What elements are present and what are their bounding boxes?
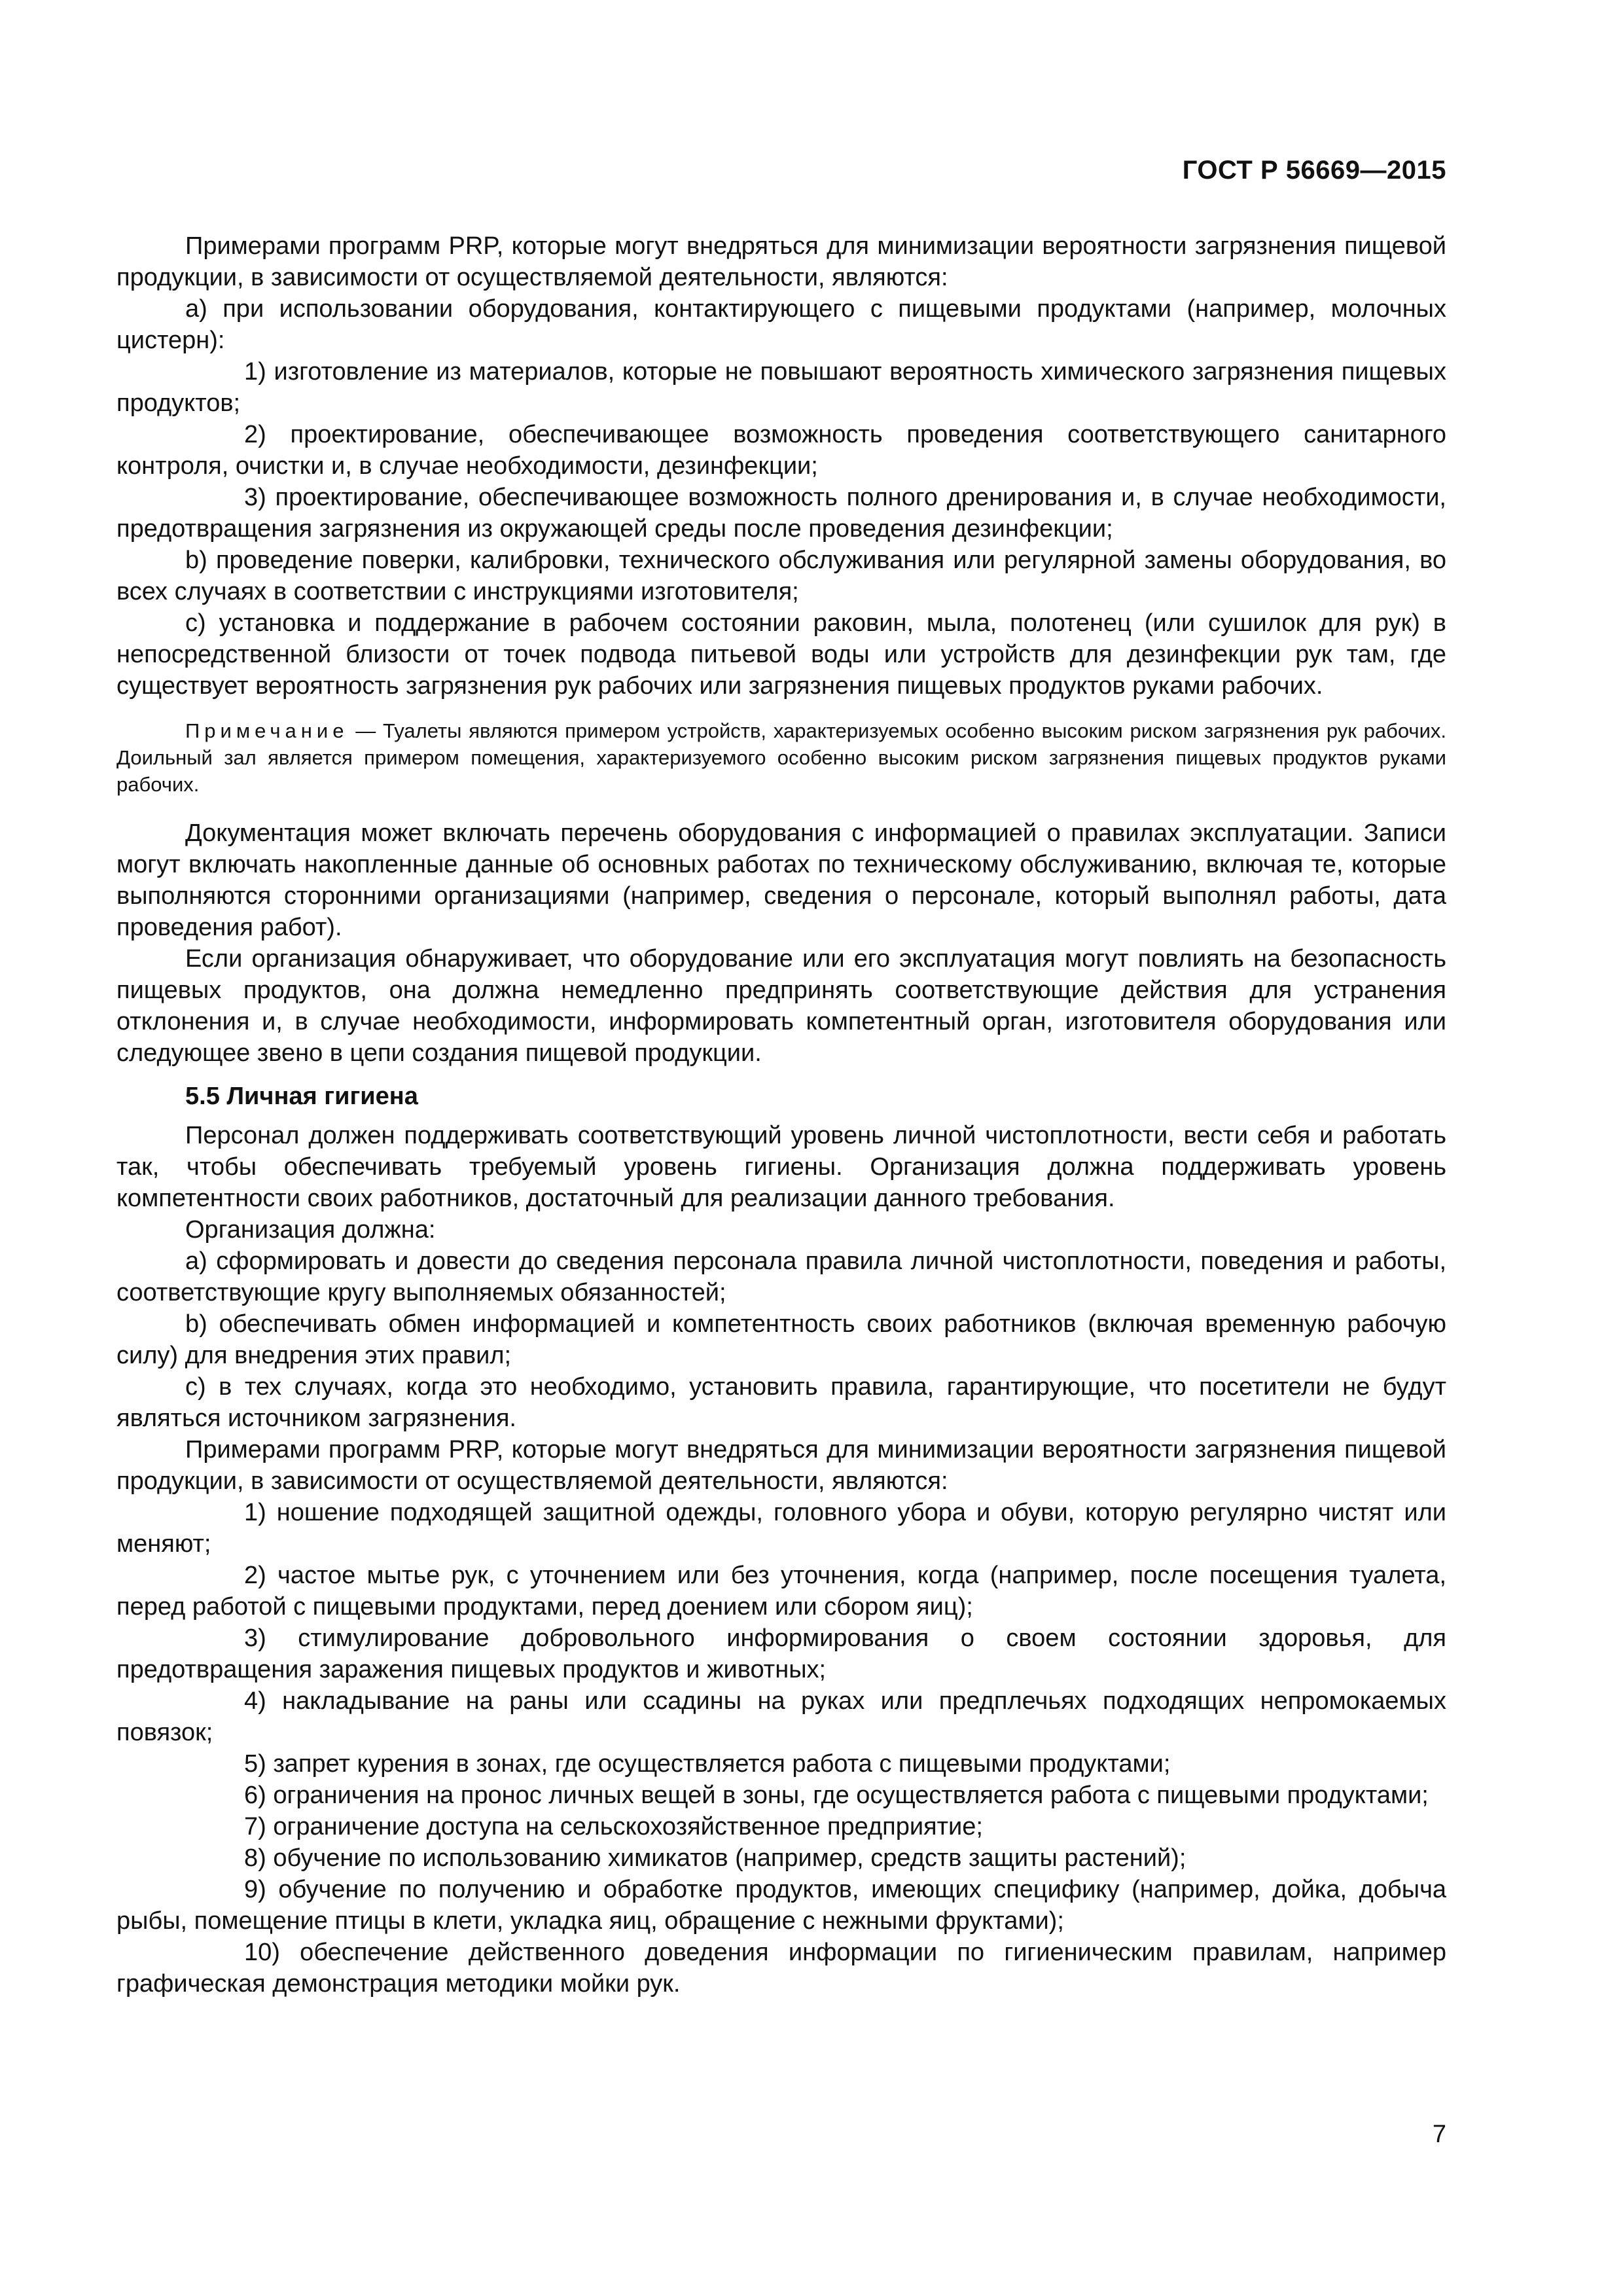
paragraph: Примерами программ PRP, которые могут внедряться для минимизации вероятности загрязнения пищевой продукции, в зависимости от осуществляемой деятельности, являются:: [116, 232, 1446, 291]
list-item: 3) стимулирование добровольного информирования о своем состоянии здоровья, для предотвращения заражения пищевых продуктов и животных;: [116, 1624, 1446, 1683]
document-body: [116, 230, 1446, 2000]
list-item: 1) ношение подходящей защитной одежды, головного убора и обуви, которую регулярно чистят или меняют;: [116, 1499, 1446, 1558]
section-heading: 5.5 Личная гигиена: [185, 1083, 418, 1110]
note-label: Примечание: [185, 719, 349, 742]
list-item: 2) частое мытье рук, с уточнением или без уточнения, когда (например, после посещения туалета, перед работой с пищевыми продуктами, перед доением или сбором яиц);: [116, 1562, 1446, 1621]
page-number: 7: [1432, 2121, 1446, 2148]
note-text: — Туалеты являются примером устройств, характеризуемых особенно высоким риском загрязнения рук рабочих. Доильный зал является примером помещения, характеризуемого особенно высоким риском загрязнения пищевых продуктов руками рабочих.: [116, 719, 1446, 796]
list-item: c) установка и поддержание в рабочем состоянии раковин, мыла, полотенец (или сушилок для рук) в непосредственной близости от точек подвода питьевой воды или устройств для дезинфекции рук там, где существует вероятность загрязнения рук рабочих или загрязнения пищевых продуктов руками рабочих.: [116, 609, 1446, 700]
paragraph: Организация должна:: [185, 1216, 436, 1244]
paragraph: Примерами программ PRP, которые могут внедряться для минимизации вероятности загрязнения пищевой продукции, в зависимости от осуществляемой деятельности, являются:: [116, 1436, 1446, 1495]
list-item: a) сформировать и довести до сведения персонала правила личной чистоплотности, поведения и работы, соответствующие кругу выполняемых обязанностей;: [116, 1247, 1446, 1306]
list-item: 1) изготовление из материалов, которые не повышают вероятность химического загрязнения пищевых продуктов;: [116, 358, 1446, 417]
list-item: 3) проектирование, обеспечивающее возможность полного дренирования и, в случае необходимости, предотвращения загрязнения из окружающей среды после проведения дезинфекции;: [116, 484, 1446, 543]
list-item: 8) обучение по использованию химикатов (например, средств защиты растений);: [244, 1844, 1186, 1872]
list-item: 4) накладывание на раны или ссадины на руках или предплечьях подходящих непромокаемых повязок;: [116, 1687, 1446, 1746]
paragraph: Документация может включать перечень оборудования с информацией о правилах эксплуатации. Записи могут включать накопленные данные об основных работах по техническому обслуживанию, включая те, которые выполняются сторонними организациями (например, сведения о персонале, который выполнял работы, дата проведения работ).: [116, 819, 1446, 941]
list-item: 10) обеспечение действенного доведения информации по гигиеническим правилам, например графическая демонстрация методики мойки рук.: [116, 1939, 1446, 1998]
list-item: 9) обучение по получению и обработке продуктов, имеющих специфику (например, дойка, добыча рыбы, помещение птицы в клети, укладка яиц, обращение с нежными фруктами);: [116, 1876, 1446, 1935]
list-item: b) обеспечивать обмен информацией и компетентность своих работников (включая временную рабочую силу) для внедрения этих правил;: [116, 1310, 1446, 1369]
list-item: 6) ограничения на пронос личных вещей в зоны, где осуществляется работа с пищевыми продуктами;: [244, 1782, 1429, 1809]
list-item: a) при использовании оборудования, контактирующего с пищевыми продуктами (например, молочных цистерн):: [116, 295, 1446, 354]
document-header-id: ГОСТ Р 56669—2015: [1182, 156, 1446, 185]
note: [116, 717, 1446, 798]
paragraph: Если организация обнаруживает, что оборудование или его эксплуатация могут повлиять на безопасность пищевых продуктов, она должна немедленно предпринять соответствующие действия для устранения отклонения и, в случае необходимости, информировать компетентный орган, изготовителя оборудования или следующее звено в цепи создания пищевой продукции.: [116, 945, 1446, 1067]
list-item: 5) запрет курения в зонах, где осуществляется работа с пищевыми продуктами;: [244, 1750, 1171, 1778]
paragraph: Персонал должен поддерживать соответствующий уровень личной чистоплотности, вести себя и работать так, чтобы обеспечивать требуемый уровень гигиены. Организация должна поддерживать уровень компетентности своих работников, достаточный для реализации данного требования.: [116, 1122, 1446, 1212]
list-item: 7) ограничение доступа на сельскохозяйственное предприятие;: [244, 1813, 983, 1840]
list-item: c) в тех случаях, когда это необходимо, установить правила, гарантирующие, что посетители не будут являться источником загрязнения.: [116, 1373, 1446, 1432]
list-item: 2) проектирование, обеспечивающее возможность проведения соответствующего санитарного контроля, очистки и, в случае необходимости, дезинфекции;: [116, 421, 1446, 480]
list-item: b) проведение поверки, калибровки, технического обслуживания или регулярной замены оборудования, во всех случаях в соответствии с инструкциями изготовителя;: [116, 547, 1446, 605]
